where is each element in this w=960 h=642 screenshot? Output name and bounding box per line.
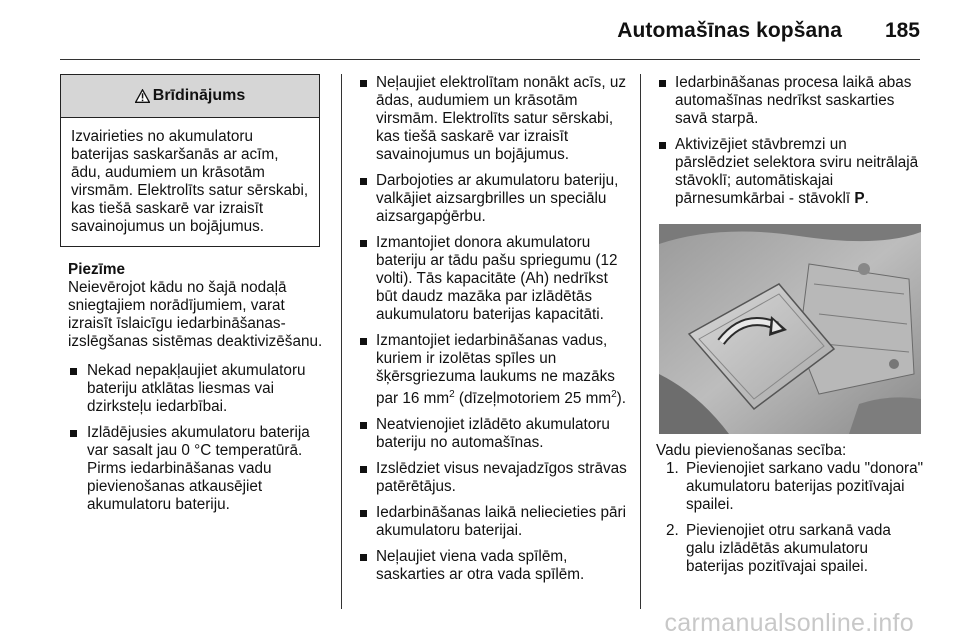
list-item: Neatvienojiet izlādēto akumulatoru bateriju no automašīnas. (357, 416, 627, 452)
parking-text: Aktivizējiet stāvbremzi un pārslēdziet selektora sviru neitrālajā stāvoklī; automātiskajai pārnesumkārbai - stāvoklī (675, 136, 919, 207)
bullet-list-middle (357, 74, 627, 584)
column-left (60, 74, 325, 522)
list-item: Izslēdziet visus nevajadzīgos strāvas patērētājus. (357, 460, 627, 496)
step-item (656, 460, 924, 514)
note-title: Piezīme (68, 261, 125, 278)
sequence-title: Vadu pievienošanas secība: (656, 442, 847, 459)
gear-position-p: P (854, 190, 865, 207)
column-divider-1 (341, 74, 342, 609)
step-text: Pievienojiet otru sarkanā vada galu izlādētās akumulatoru baterijas pozitīvajai spailei. (686, 522, 891, 575)
warning-text: Izvairieties no akumulatoru baterijas saskaršanās ar acīm, ādu, audumiem un krāsotām virsmām. Elektrolīts satur sērskabi, kas tiešā saskarē var izraisīt savainojumus un bojājumus. (71, 128, 309, 235)
header-divider (60, 59, 920, 60)
step-item (656, 522, 924, 576)
list-item: Nekad nepakļaujiet akumulatoru bateriju atklātas liesmas vai dzirksteļu iedarbībai. (60, 362, 325, 416)
superscript: 2 (611, 389, 617, 400)
warning-title: Brīdinājums (152, 87, 246, 104)
superscript: 2 (449, 389, 455, 400)
list-item: Iedarbināšanas laikā neliecieties pāri akumulatoru baterijai. (357, 504, 627, 540)
parking-text-end: . (864, 190, 869, 207)
step-number: 2. (666, 522, 679, 539)
column-middle (357, 74, 627, 592)
page-number: 185 (884, 19, 920, 42)
cable-text-b: (dīzeļmotoriem 25 mm (454, 390, 612, 408)
column-right (656, 74, 924, 584)
list-item: Izlādējusies akumulatoru baterija var sasalt jau 0 °C temperatūrā. Pirms iedarbināšanas vadu pievienošanas atkausējiet akumulatoru bateriju. (60, 424, 325, 514)
bullet-list-right (656, 74, 924, 208)
list-item-parking (656, 136, 924, 208)
column-divider-2 (640, 74, 641, 609)
bullet-list-left (60, 362, 325, 514)
warning-header (61, 75, 319, 118)
step-text: Pievienojiet sarkano vadu "donora" akumulatoru baterijas pozitīvajai spailei. (686, 460, 924, 513)
cable-text-c: ). (616, 390, 626, 408)
sequence-steps (656, 460, 924, 576)
list-item: Neļaujiet viena vada spīlēm, saskarties ar otra vada spīlēm. (357, 548, 627, 584)
note-text: Neievērojot kādu no šajā nodaļā sniegtajiem norādījumiem, varat izraisīt īslaicīgu iedarbināšanas-izslēgšanas sistēmas deaktivizēšanu. (68, 279, 323, 350)
list-item: Neļaujiet elektrolītam nonākt acīs, uz ādas, audumiem un krāsotām virsmām. Elektrolīts satur sērskabi, kas tiešā saskarē var izraisīt savainojumus un bojājumus. (357, 74, 627, 164)
cable-text-a: Izmantojiet iedarbināšanas vadus, kuriem ir izolētas spīles un šķērsgriezuma laukums ne mazāks par 16 mm (376, 332, 615, 408)
warning-box (60, 74, 320, 247)
list-item-cable-size (357, 332, 627, 408)
list-item: Darbojoties ar akumulatoru bateriju, valkājiet aizsargbrilles un speciālu aizsargapģērbu. (357, 172, 627, 226)
watermark: carmanualsonline.info (664, 609, 914, 637)
battery-compartment-photo (659, 224, 921, 434)
step-number: 1. (666, 460, 679, 477)
list-item: Izmantojiet donora akumulatoru bateriju ar tādu pašu spriegumu (12 volti). Tās kapacitāte (Ah) nedrīkst būt daudz mazāka par izlādētās aukumulatoru baterijas kapacitāti. (357, 234, 627, 324)
list-item: Iedarbināšanas procesa laikā abas automašīnas nedrīkst saskarties savā starpā. (656, 74, 924, 128)
warning-triangle-icon (135, 89, 150, 103)
page-header-title: Automašīnas kopšana (617, 19, 842, 42)
